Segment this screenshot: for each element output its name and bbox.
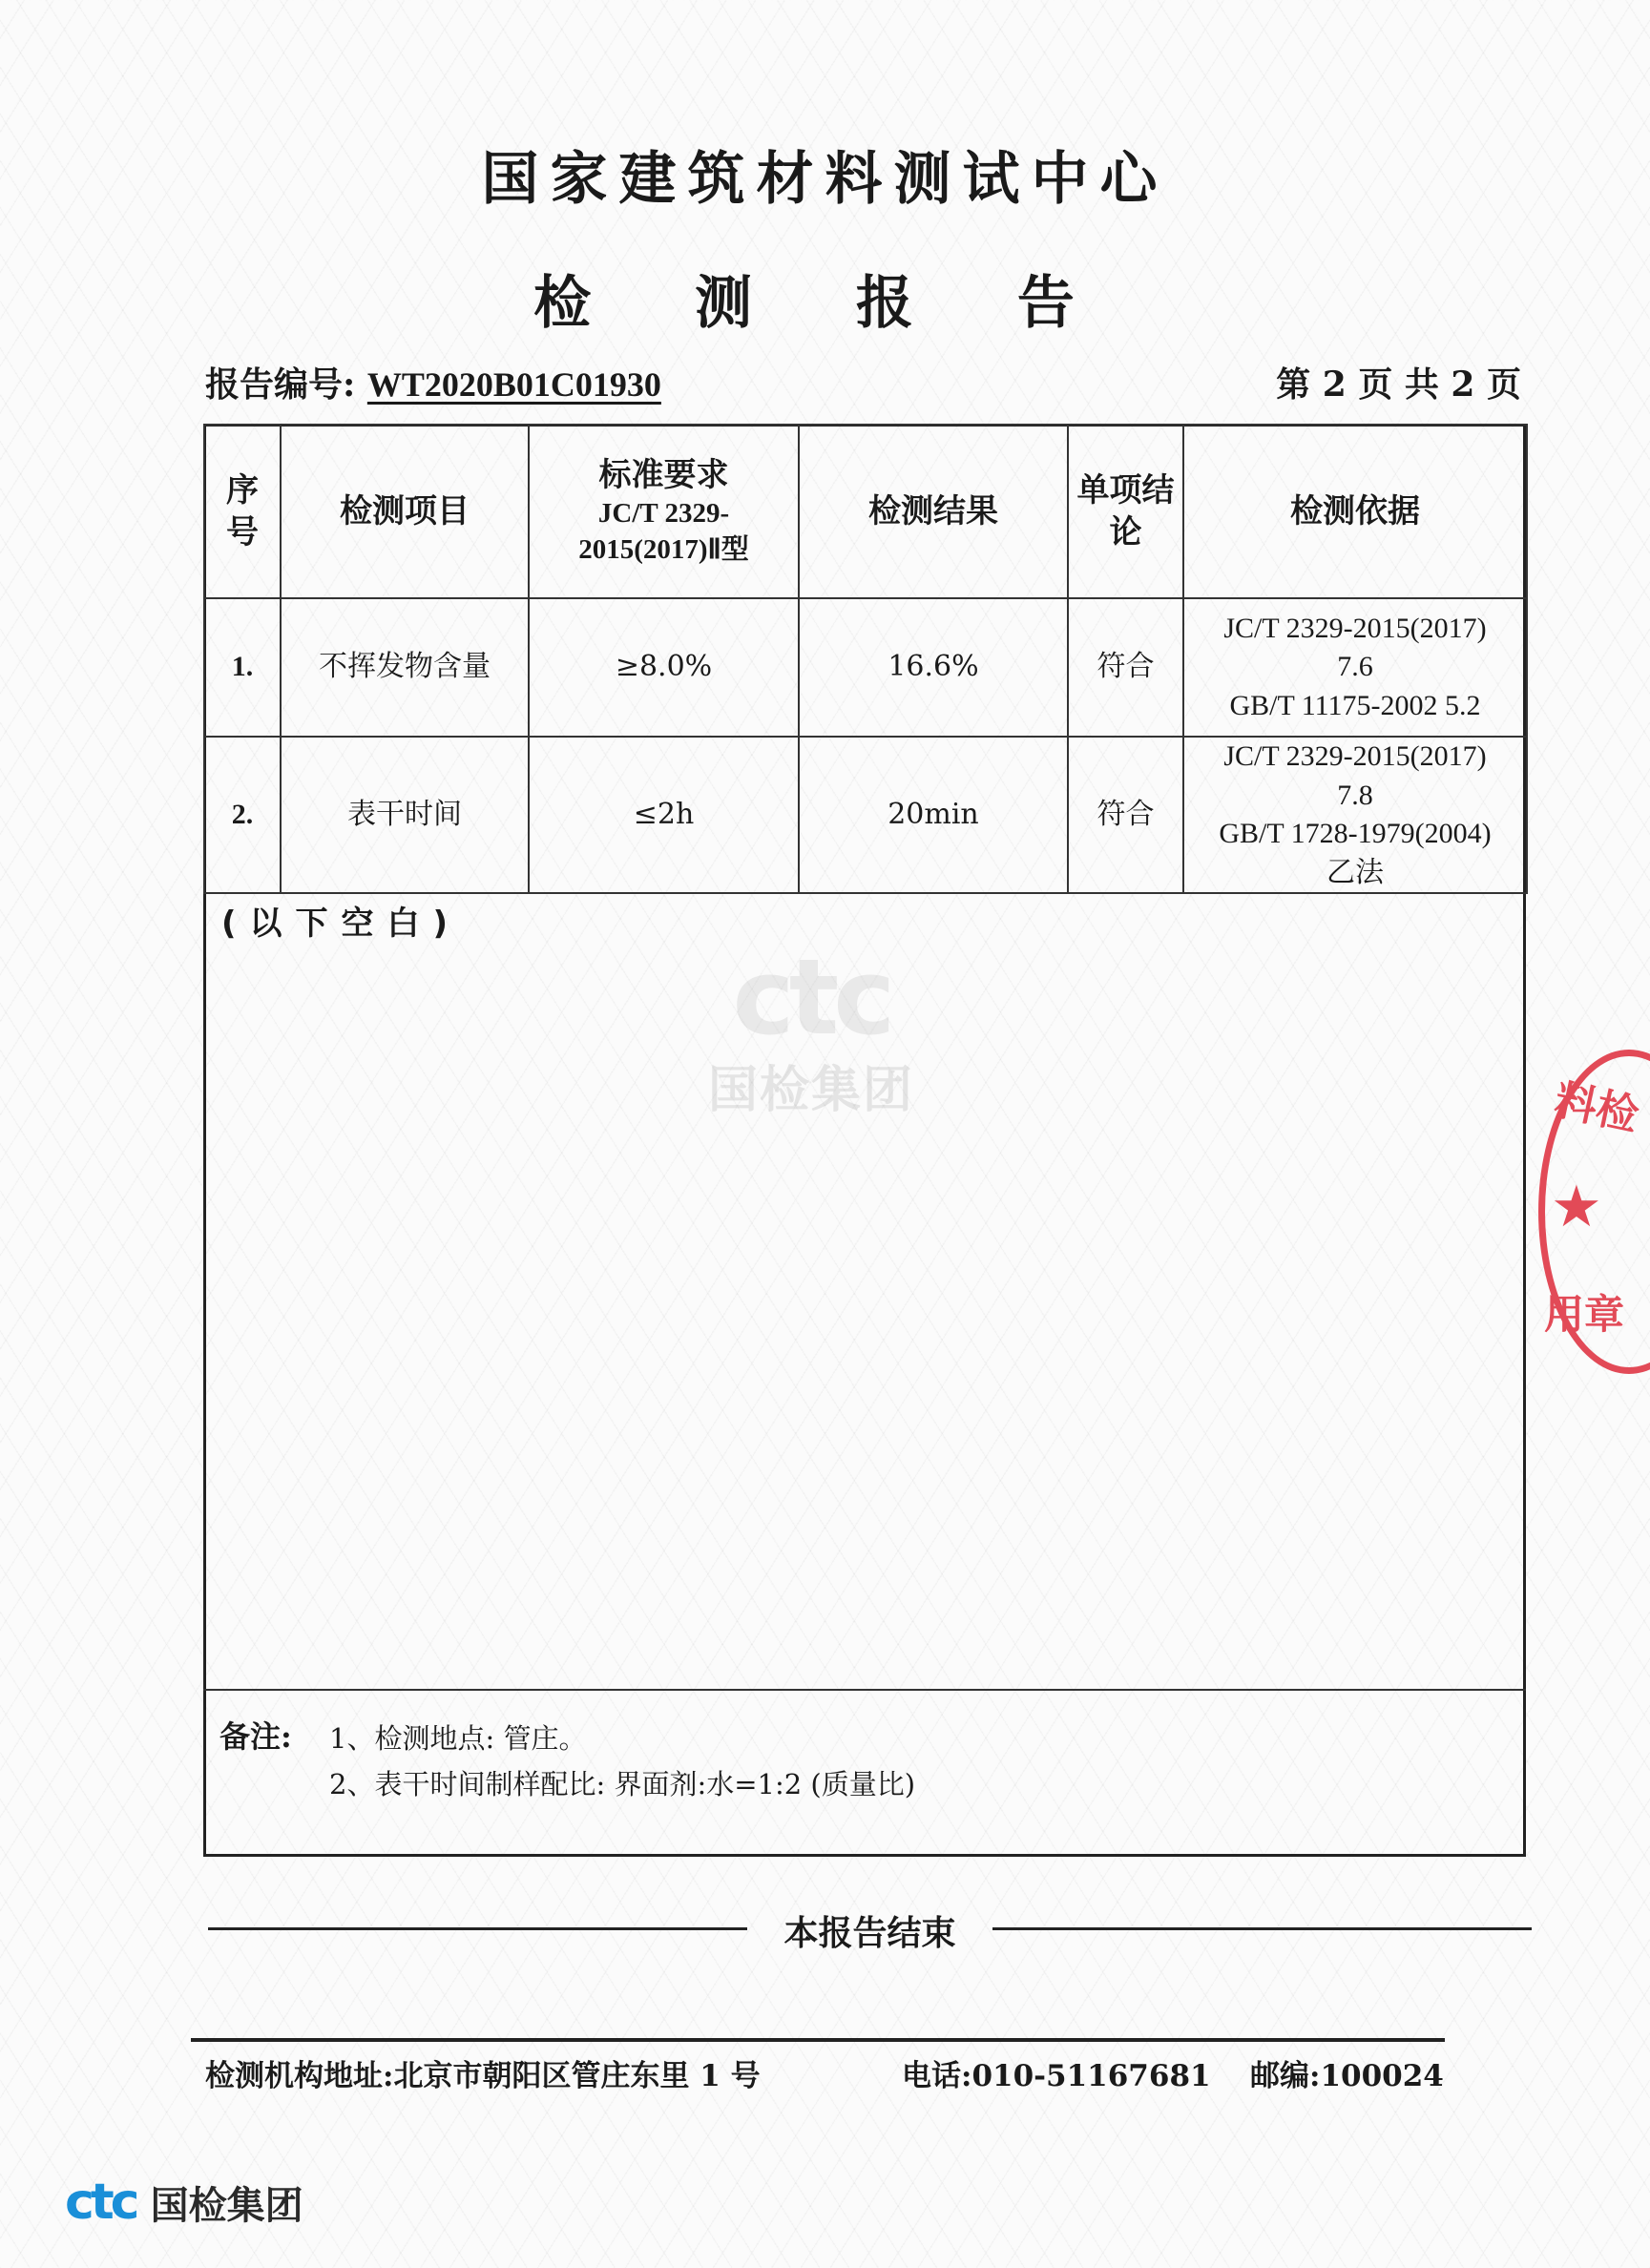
basis-line: JC/T 2329-2015(2017) — [1223, 740, 1487, 772]
row-item: 不挥发物含量 — [281, 598, 529, 737]
stamp-text-top: 料检 — [1550, 1075, 1643, 1141]
header-standard — [529, 425, 799, 598]
row-conclusion: 符合 — [1068, 737, 1183, 893]
report-number — [205, 358, 661, 406]
report-end-text: 本报告结束 — [783, 1914, 956, 1953]
report-number-value: WT2020B01C01930 — [366, 365, 661, 404]
footer-zip: 邮编:100024 — [1250, 2059, 1444, 2093]
basis-line: GB/T 11175-2002 5.2 — [1229, 689, 1481, 721]
basis-line: 7.6 — [1337, 651, 1373, 683]
end-divider-left — [208, 1927, 747, 1930]
header-item: 检测项目 — [281, 425, 529, 598]
footer-phone: 电话:010-51167681 — [902, 2059, 1211, 2093]
report-number-label: 报告编号: — [205, 364, 356, 405]
row-requirement: ≥8.0% — [529, 598, 799, 737]
footer-divider — [191, 2038, 1445, 2042]
header-standard-sub: JC/T 2329-2015(2017)Ⅱ型 — [578, 498, 749, 566]
row-basis — [1183, 598, 1527, 737]
brand-name: 国检集团 — [150, 2183, 303, 2228]
row-idx: 1. — [204, 598, 281, 737]
basis-line: JC/T 2329-2015(2017) — [1223, 612, 1487, 644]
watermark — [687, 936, 935, 1121]
row-idx: 2. — [204, 737, 281, 893]
basis-line: GB/T 1728-1979(2004) — [1219, 818, 1492, 849]
header-conclusion: 单项结论 — [1068, 425, 1183, 598]
org-title: 国家建筑材料测试中心 — [481, 146, 1169, 213]
row-result: 20min — [799, 737, 1068, 893]
footer-address: 检测机构地址:北京市朝阳区管庄东里 1 号 — [205, 2059, 761, 2093]
doc-title: 检 测 报 告 — [533, 270, 1117, 337]
end-divider-right — [992, 1927, 1532, 1930]
remark-line: 1、检测地点: 管庄。 — [329, 1722, 587, 1755]
watermark-logo: ctc — [732, 936, 890, 1058]
row-item: 表干时间 — [281, 737, 529, 893]
results-table — [203, 424, 1528, 894]
row-conclusion: 符合 — [1068, 598, 1183, 737]
blank-note: (以下空白) — [221, 905, 462, 943]
header-idx: 序号 — [204, 425, 281, 598]
stamp-text-bottom: 用章 — [1544, 1291, 1625, 1338]
basis-line: 乙法 — [1326, 856, 1384, 888]
page-info: 第 2 页 共 2 页 — [1276, 364, 1521, 405]
basis-line: 7.8 — [1337, 779, 1373, 811]
ctc-logo-icon: ctc — [65, 2174, 136, 2231]
table-row — [204, 598, 1527, 737]
header-basis: 检测依据 — [1183, 425, 1527, 598]
header-standard-title: 标准要求 — [598, 456, 729, 495]
remarks-label: 备注: — [219, 1718, 292, 1755]
table-header-row — [204, 425, 1527, 598]
row-result: 16.6% — [799, 598, 1068, 737]
stamp-star-icon: ★ — [1551, 1174, 1602, 1240]
header-result: 检测结果 — [799, 425, 1068, 598]
table-row — [204, 737, 1527, 893]
watermark-text: 国检集团 — [707, 1062, 914, 1119]
row-requirement: ≤2h — [529, 737, 799, 893]
row-basis — [1183, 737, 1527, 893]
remark-line: 2、表干时间制样配比: 界面剂:水=1:2 (质量比) — [329, 1768, 916, 1800]
brand-logo — [65, 2174, 303, 2231]
